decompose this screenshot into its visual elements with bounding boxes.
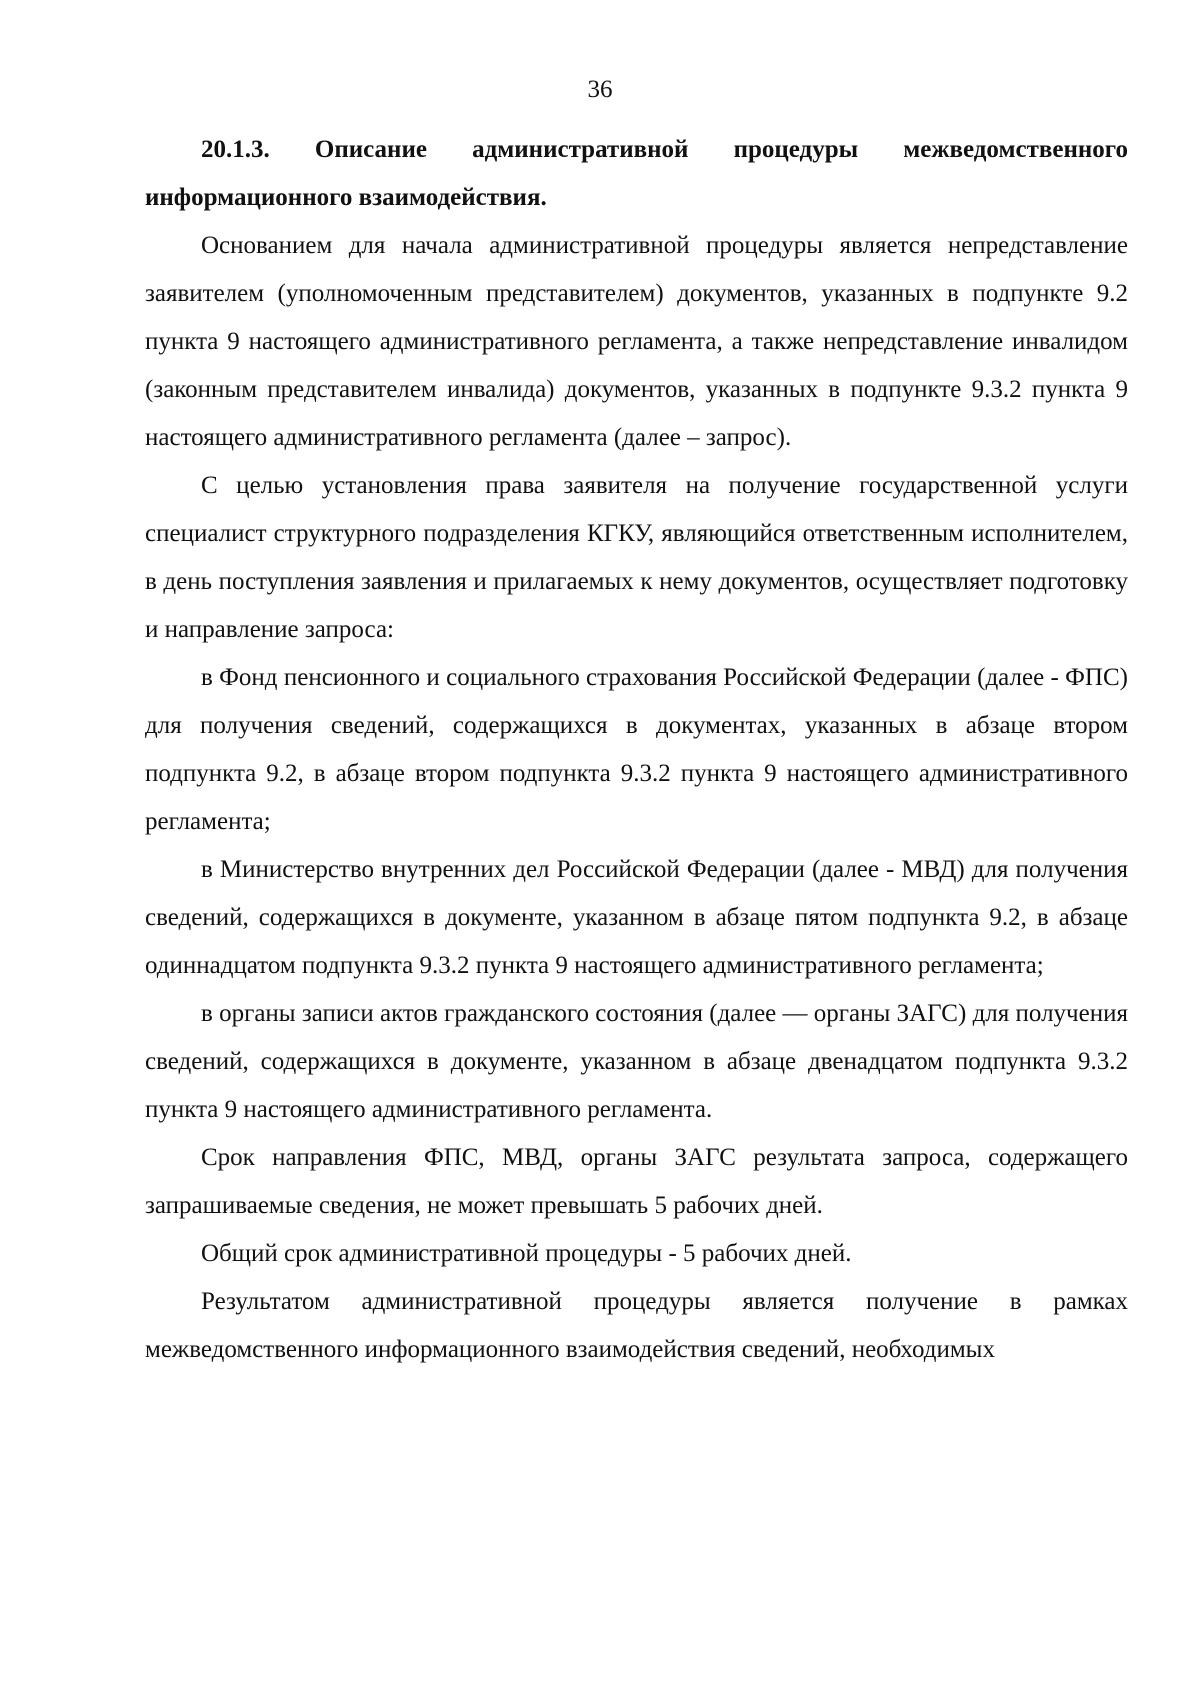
paragraph-purpose: С целью установления права заявителя на получение государственной услуги специалист структурного подразделения КГКУ, являющийся ответственным исполнителем, в день поступления заявления и прилагаемых к нему документов, осуществляет подготовку и направление запроса: (145, 472, 1128, 643)
section-heading: 20.1.3. Описание административной процедуры межведомственного информационного взаимодействия. (145, 136, 1128, 211)
paragraph-fps-request: в Фонд пенсионного и социального страхования Российской Федерации (далее - ФПС) для получения сведений, содержащихся в документах, указанных в абзаце втором подпункта 9.2, в абзаце втором подпункта 9.3.2 пункта 9 настоящего административного регламента; (145, 664, 1128, 835)
page-content (145, 126, 1128, 1374)
paragraph-mvd-request: в Министерство внутренних дел Российской Федерации (далее - МВД) для получения сведений, содержащихся в документе, указанном в абзаце пятом подпункта 9.2, в абзаце одиннадцатом подпункта 9.3.2 пункта 9 настоящего административного регламента; (145, 856, 1128, 979)
page-number: 36 (587, 76, 613, 103)
paragraph-zags-request: в органы записи актов гражданского состояния (далее — органы ЗАГС) для получения сведений, содержащихся в документе, указанном в абзаце двенадцатом подпункта 9.3.2 пункта 9 настоящего административного регламента. (145, 1000, 1128, 1123)
paragraph-total-duration: Общий срок административной процедуры - 5 рабочих дней. (201, 1240, 852, 1267)
paragraph-result: Результатом административной процедуры является получение в рамках межведомственного информационного взаимодействия сведений, необходимых (145, 1288, 1128, 1363)
paragraph-response-deadline: Срок направления ФПС, МВД, органы ЗАГС результата запроса, содержащего запрашиваемые сведения, не может превышать 5 рабочих дней. (145, 1144, 1128, 1219)
paragraph-basis: Основанием для начала административной процедуры является непредставление заявителем (уполномоченным представителем) документов, указанных в подпункте 9.2 пункта 9 настоящего административного регламента, а также непредставление инвалидом (законным представителем инвалида) документов, указанных в подпункте 9.3.2 пункта 9 настоящего административного регламента (далее – запрос). (145, 232, 1128, 451)
